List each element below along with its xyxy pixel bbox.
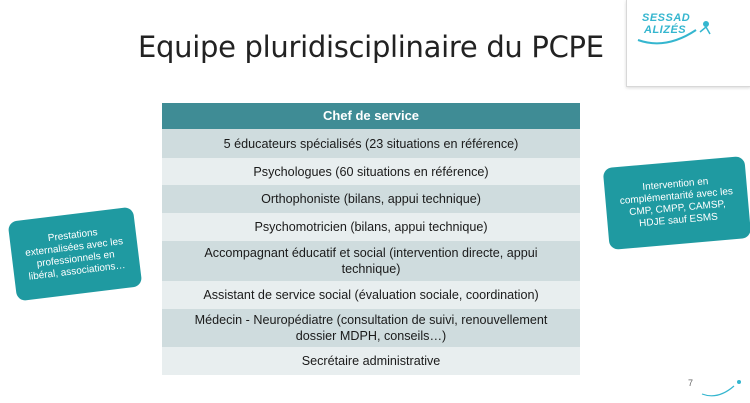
- table-row: Secrétaire administrative: [162, 347, 580, 375]
- external-services-bubble: Prestations externalisées avec les professionnels en libéral, associations…: [8, 207, 143, 302]
- logo-text-alizes: ALIZÉS: [644, 24, 687, 36]
- table-header: Chef de service: [162, 103, 580, 129]
- slide-title: Equipe pluridisciplinaire du PCPE: [138, 30, 604, 64]
- footer-logo: [700, 374, 744, 398]
- team-table: [162, 103, 580, 375]
- table-row: Médecin - Neuropédiatre (consultation de suivi, renouvellement dossier MDPH, conseils…): [162, 309, 580, 347]
- table-row: Psychologues (60 situations en référence): [162, 158, 580, 185]
- table-row: Assistant de service social (évaluation sociale, coordination): [162, 281, 580, 309]
- page-number: 7: [688, 378, 694, 388]
- table-row: Orthophoniste (bilans, appui technique): [162, 185, 580, 213]
- footer-logo-swoosh-icon: [700, 374, 744, 398]
- table-row: 5 éducateurs spécialisés (23 situations en référence): [162, 129, 580, 158]
- logo-text-sessad: SESSAD: [642, 12, 691, 24]
- table-row: Accompagnant éducatif et social (intervention directe, appui technique): [162, 241, 580, 281]
- table-row: Psychomotricien (bilans, appui technique): [162, 213, 580, 241]
- complementary-intervention-bubble: Intervention en complémentarité avec les CMP, CMPP, CAMSP, HDJE sauf ESMS: [603, 156, 750, 250]
- sessad-logo: [636, 10, 714, 48]
